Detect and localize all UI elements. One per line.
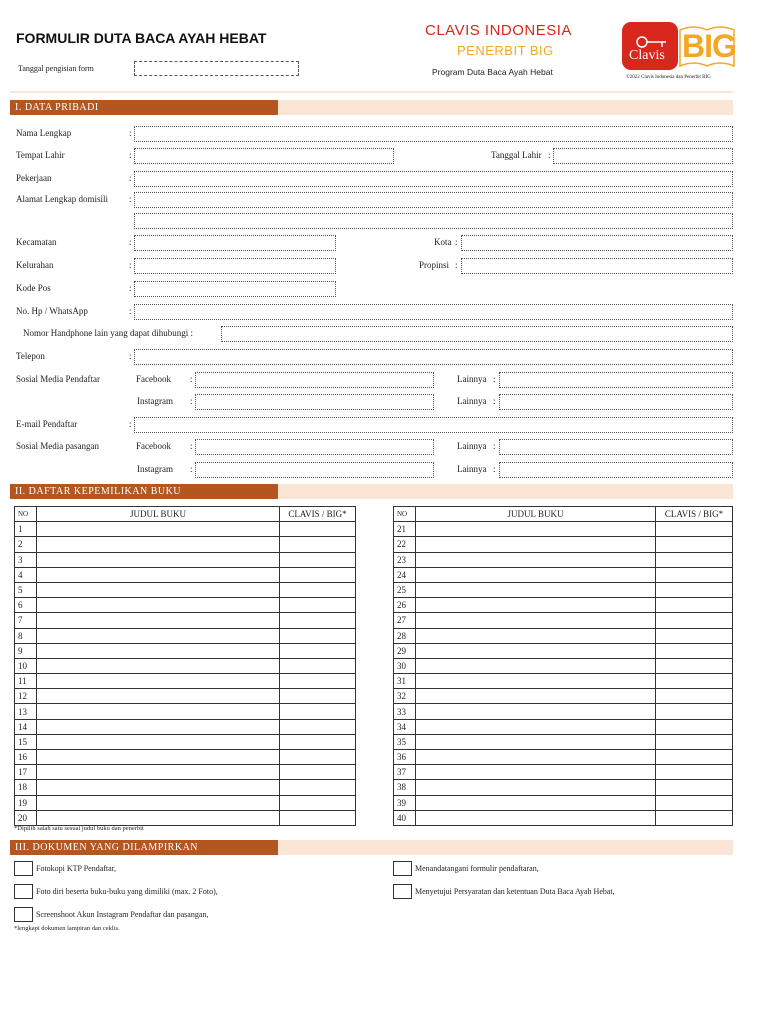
publisher-cell[interactable]: [280, 765, 356, 780]
book-title-cell[interactable]: [37, 704, 280, 719]
row-number: 37: [394, 765, 416, 780]
publisher-cell[interactable]: [280, 810, 356, 825]
row-number: 3: [15, 552, 37, 567]
publisher-cell[interactable]: [656, 795, 733, 810]
table-row: [394, 628, 733, 643]
colon: :: [548, 150, 551, 160]
telephone-field[interactable]: [134, 349, 733, 365]
row-number: 28: [394, 628, 416, 643]
col-no-header: NO: [15, 507, 37, 522]
book-title-cell[interactable]: [37, 734, 280, 749]
book-title-cell[interactable]: [37, 719, 280, 734]
publisher-cell[interactable]: [656, 628, 733, 643]
row-number: 8: [15, 628, 37, 643]
documents-footnote: *lengkapi dokumen lampiran dan ceklis.: [14, 925, 120, 932]
table-row: [15, 537, 356, 552]
table-row: [15, 643, 356, 658]
publisher-cell[interactable]: [280, 567, 356, 582]
colon: :: [129, 260, 132, 270]
publisher-cell[interactable]: [656, 582, 733, 597]
publisher-cell[interactable]: [280, 795, 356, 810]
row-number: 6: [15, 598, 37, 613]
publisher-cell[interactable]: [656, 552, 733, 567]
publisher-cell[interactable]: [280, 582, 356, 597]
publisher-cell[interactable]: [656, 674, 733, 689]
checkbox-screenshot[interactable]: [14, 907, 33, 922]
book-title-cell[interactable]: [416, 765, 656, 780]
birth-date-field[interactable]: [553, 148, 733, 164]
publisher-cell[interactable]: [656, 522, 733, 537]
label-applicant-facebook: Facebook: [136, 374, 171, 384]
publisher-cell[interactable]: [656, 537, 733, 552]
book-title-cell[interactable]: [416, 658, 656, 673]
book-title-cell[interactable]: [37, 674, 280, 689]
row-number: 30: [394, 658, 416, 673]
address-field-1[interactable]: [134, 192, 733, 208]
section-personal-title: I. DATA PRIBADI: [10, 100, 278, 115]
publisher-cell[interactable]: [280, 719, 356, 734]
section-books-title: II. DAFTAR KEPEMILIKAN BUKU: [10, 484, 278, 499]
logo-clavis-text: Clavis: [629, 48, 665, 63]
applicant-others-field-1[interactable]: [499, 372, 733, 388]
book-title-cell[interactable]: [37, 628, 280, 643]
full-name-field[interactable]: [134, 126, 733, 142]
publisher-cell[interactable]: [280, 674, 356, 689]
row-number: 14: [15, 719, 37, 734]
book-title-cell[interactable]: [37, 750, 280, 765]
label-full-name: Nama Lengkap: [16, 128, 72, 138]
col-no-header: NO: [394, 507, 416, 522]
row-number: 35: [394, 734, 416, 749]
publisher-cell[interactable]: [656, 689, 733, 704]
publisher-cell[interactable]: [656, 719, 733, 734]
label-applicant-others-1: Lainnya: [457, 374, 487, 384]
province-field[interactable]: [461, 258, 733, 274]
book-title-cell[interactable]: [416, 643, 656, 658]
fill-date-field[interactable]: [134, 61, 299, 76]
subdistrict-field[interactable]: [134, 258, 336, 274]
publisher-cell[interactable]: [280, 704, 356, 719]
doc-agree-label: Menyetujui Persyaratan dan ketentuan Duta Baca Ayah Hebat,: [415, 887, 615, 896]
book-title-cell[interactable]: [37, 689, 280, 704]
publisher-cell[interactable]: [656, 734, 733, 749]
row-number: 32: [394, 689, 416, 704]
postal-field[interactable]: [134, 281, 336, 297]
book-title-cell[interactable]: [416, 795, 656, 810]
label-partner-instagram: Instagram: [137, 464, 173, 474]
row-number: 7: [15, 613, 37, 628]
big-logo: [676, 22, 738, 70]
label-social-partner: Sosial Media pasangan: [16, 441, 99, 451]
book-title-cell[interactable]: [416, 750, 656, 765]
email-field[interactable]: [134, 417, 733, 433]
book-title-cell[interactable]: [37, 567, 280, 582]
label-subdistrict: Kelurahan: [16, 260, 54, 270]
book-title-cell[interactable]: [37, 780, 280, 795]
fill-date-label: Tanggal pengisian form: [18, 64, 94, 73]
col-publisher-header: CLAVIS / BIG*: [656, 507, 733, 522]
doc-screenshot-label: Screenshoot Akun Instagram Pendaftar dan pasangan,: [36, 910, 209, 919]
checkbox-sign[interactable]: [393, 861, 412, 876]
doc-photo-label: Foto diri beserta buku-buku yang dimiliki (max. 2 Foto),: [36, 887, 218, 896]
table-row: [394, 613, 733, 628]
colon: :: [190, 441, 193, 451]
colon: :: [129, 128, 132, 138]
books-table-right: [393, 506, 733, 826]
row-number: 10: [15, 658, 37, 673]
row-number: 29: [394, 643, 416, 658]
district-field[interactable]: [134, 235, 336, 251]
book-title-cell[interactable]: [416, 674, 656, 689]
city-field[interactable]: [461, 235, 733, 251]
row-number: 21: [394, 522, 416, 537]
table-row: [394, 704, 733, 719]
book-title-cell[interactable]: [416, 734, 656, 749]
colon: :: [129, 283, 132, 293]
label-applicant-others-2: Lainnya: [457, 396, 487, 406]
table-row: [394, 810, 733, 825]
row-number: 1: [15, 522, 37, 537]
colon: :: [129, 237, 132, 247]
publisher-cell[interactable]: [280, 643, 356, 658]
row-number: 2: [15, 537, 37, 552]
table-row: [15, 704, 356, 719]
label-partner-facebook: Facebook: [136, 441, 171, 451]
book-title-cell[interactable]: [416, 522, 656, 537]
label-alt-phone: Nomor Handphone lain yang dapat dihubungi :: [23, 328, 193, 338]
table-row: [394, 567, 733, 582]
colon: :: [129, 419, 132, 429]
book-title-cell[interactable]: [416, 780, 656, 795]
table-header-row: [15, 507, 356, 522]
book-title-cell[interactable]: [416, 582, 656, 597]
row-number: 27: [394, 613, 416, 628]
address-field-2[interactable]: [134, 213, 733, 229]
row-number: 12: [15, 689, 37, 704]
book-title-cell[interactable]: [416, 567, 656, 582]
birth-place-field[interactable]: [134, 148, 394, 164]
book-title-cell[interactable]: [37, 552, 280, 567]
publisher-cell[interactable]: [656, 567, 733, 582]
label-telephone: Telepon: [16, 351, 45, 361]
publisher-cell[interactable]: [280, 552, 356, 567]
publisher-cell[interactable]: [656, 658, 733, 673]
book-title-cell[interactable]: [37, 810, 280, 825]
table-row: [394, 750, 733, 765]
colon: :: [129, 194, 132, 204]
row-number: 25: [394, 582, 416, 597]
label-district: Kecamatan: [16, 237, 57, 247]
section-documents-bar: [10, 840, 733, 855]
row-number: 20: [15, 810, 37, 825]
table-row: [15, 567, 356, 582]
colon: :: [190, 396, 193, 406]
row-number: 22: [394, 537, 416, 552]
brand-main: CLAVIS INDONESIA: [425, 22, 572, 39]
row-number: 15: [15, 734, 37, 749]
partner-instagram-field[interactable]: [195, 462, 434, 478]
label-social-applicant: Sosial Media Pendaftar: [16, 374, 100, 384]
label-partner-others-2: Lainnya: [457, 464, 487, 474]
clavis-logo: [622, 22, 678, 70]
label-job: Pekerjaan: [16, 173, 52, 183]
row-number: 34: [394, 719, 416, 734]
table-row: [394, 643, 733, 658]
publisher-cell[interactable]: [656, 613, 733, 628]
colon: :: [493, 374, 496, 384]
publisher-cell[interactable]: [280, 628, 356, 643]
label-birth-date: Tanggal Lahir: [491, 150, 542, 160]
table-row: [394, 537, 733, 552]
publisher-cell[interactable]: [656, 704, 733, 719]
table-row: [15, 598, 356, 613]
publisher-cell[interactable]: [280, 689, 356, 704]
row-number: 5: [15, 582, 37, 597]
row-number: 16: [15, 750, 37, 765]
colon: :: [190, 374, 193, 384]
colon: :: [493, 464, 496, 474]
book-title-cell[interactable]: [416, 719, 656, 734]
row-number: 33: [394, 704, 416, 719]
book-title-cell[interactable]: [416, 613, 656, 628]
table-row: [15, 780, 356, 795]
col-title-header: JUDUL BUKU: [37, 507, 280, 522]
publisher-cell[interactable]: [280, 613, 356, 628]
book-title-cell[interactable]: [416, 628, 656, 643]
partner-facebook-field[interactable]: [195, 439, 434, 455]
row-number: 24: [394, 567, 416, 582]
book-title-cell[interactable]: [416, 537, 656, 552]
partner-others-field-1[interactable]: [499, 439, 733, 455]
row-number: 26: [394, 598, 416, 613]
table-row: [394, 765, 733, 780]
logo-big-text: BIG: [682, 28, 736, 64]
label-phone-wa: No. Hp / WhatsApp: [16, 306, 88, 316]
label-applicant-instagram: Instagram: [137, 396, 173, 406]
applicant-facebook-field[interactable]: [195, 372, 434, 388]
table-row: [394, 522, 733, 537]
table-row: [15, 750, 356, 765]
row-number: 39: [394, 795, 416, 810]
publisher-cell[interactable]: [656, 643, 733, 658]
publisher-cell[interactable]: [280, 780, 356, 795]
book-title-cell[interactable]: [37, 658, 280, 673]
row-number: 4: [15, 567, 37, 582]
table-row: [394, 689, 733, 704]
publisher-cell[interactable]: [656, 598, 733, 613]
table-row: [15, 765, 356, 780]
applicant-others-field-2[interactable]: [499, 394, 733, 410]
colon: :: [455, 260, 458, 270]
publisher-cell[interactable]: [280, 537, 356, 552]
publisher-cell[interactable]: [280, 522, 356, 537]
label-postal: Kode Pos: [16, 283, 51, 293]
partner-others-field-2[interactable]: [499, 462, 733, 478]
colon: :: [129, 306, 132, 316]
table-row: [15, 552, 356, 567]
doc-ktp-label: Fotokopi KTP Pendaftar,: [36, 864, 117, 873]
table-row: [394, 734, 733, 749]
section-documents-title: III. DOKUMEN YANG DILAMPIRKAN: [10, 840, 278, 855]
row-number: 17: [15, 765, 37, 780]
table-row: [394, 719, 733, 734]
table-row: [394, 658, 733, 673]
label-partner-others-1: Lainnya: [457, 441, 487, 451]
form-title: FORMULIR DUTA BACA AYAH HEBAT: [16, 30, 267, 46]
publisher-cell[interactable]: [280, 750, 356, 765]
row-number: 9: [15, 643, 37, 658]
book-title-cell[interactable]: [416, 689, 656, 704]
table-row: [394, 552, 733, 567]
book-title-cell[interactable]: [37, 598, 280, 613]
label-birth-place: Tempat Lahir: [16, 150, 65, 160]
table-row: [15, 734, 356, 749]
book-title-cell[interactable]: [416, 598, 656, 613]
label-city: Kota: [434, 237, 452, 247]
table-row: [394, 795, 733, 810]
publisher-cell[interactable]: [280, 598, 356, 613]
book-title-cell[interactable]: [37, 522, 280, 537]
copyright: ©2022 Clavis Indonesia dan Penerbit BIG: [626, 75, 711, 80]
table-row: [15, 795, 356, 810]
table-row: [394, 582, 733, 597]
book-title-cell[interactable]: [37, 582, 280, 597]
book-title-cell[interactable]: [416, 810, 656, 825]
table-row: [394, 598, 733, 613]
book-title-cell[interactable]: [37, 537, 280, 552]
label-address: Alamat Lengkap domisili: [16, 194, 108, 204]
colon: :: [455, 237, 458, 247]
label-province: Propinsi: [419, 260, 450, 270]
table-row: [15, 810, 356, 825]
col-publisher-header: CLAVIS / BIG*: [280, 507, 356, 522]
table-row: [394, 674, 733, 689]
publisher-cell[interactable]: [656, 765, 733, 780]
table-row: [15, 582, 356, 597]
books-table-left: [14, 506, 356, 826]
row-number: 13: [15, 704, 37, 719]
row-number: 23: [394, 552, 416, 567]
row-number: 38: [394, 780, 416, 795]
table-row: [15, 522, 356, 537]
phone-wa-field[interactable]: [134, 304, 733, 320]
publisher-cell[interactable]: [656, 810, 733, 825]
table-row: [15, 674, 356, 689]
row-number: 19: [15, 795, 37, 810]
section-books-bar: [10, 484, 733, 499]
brand-sub: PENERBIT BIG: [457, 43, 554, 58]
doc-sign-label: Menandatangani formulir pendaftaran,: [415, 864, 539, 873]
colon: :: [129, 150, 132, 160]
colon: :: [129, 173, 132, 183]
row-number: 36: [394, 750, 416, 765]
row-number: 40: [394, 810, 416, 825]
job-field[interactable]: [134, 171, 733, 187]
alt-phone-field[interactable]: [221, 326, 733, 342]
book-title-cell[interactable]: [416, 552, 656, 567]
book-title-cell[interactable]: [37, 643, 280, 658]
colon: :: [493, 441, 496, 451]
table-row: [15, 628, 356, 643]
table-header-row: [394, 507, 733, 522]
label-email: E-mail Pendaftar: [16, 419, 78, 429]
row-number: 18: [15, 780, 37, 795]
book-title-cell[interactable]: [37, 795, 280, 810]
book-title-cell[interactable]: [37, 613, 280, 628]
books-footnote: *Dipilih salah satu sesuai judul buku dan penerbit: [14, 825, 144, 832]
table-row: [15, 658, 356, 673]
colon: :: [129, 351, 132, 361]
colon: :: [493, 396, 496, 406]
section-personal-bar: [10, 100, 733, 115]
table-row: [15, 613, 356, 628]
header-divider: [10, 91, 733, 93]
publisher-cell[interactable]: [656, 780, 733, 795]
table-row: [15, 719, 356, 734]
book-title-cell[interactable]: [416, 704, 656, 719]
program-name: Program Duta Baca Ayah Hebat: [432, 67, 553, 77]
col-title-header: JUDUL BUKU: [416, 507, 656, 522]
row-number: 11: [15, 674, 37, 689]
row-number: 31: [394, 674, 416, 689]
table-row: [15, 689, 356, 704]
colon: :: [190, 464, 193, 474]
book-title-cell[interactable]: [37, 765, 280, 780]
checkbox-ktp[interactable]: [14, 861, 33, 876]
publisher-cell[interactable]: [280, 734, 356, 749]
publisher-cell[interactable]: [656, 750, 733, 765]
applicant-instagram-field[interactable]: [195, 394, 434, 410]
publisher-cell[interactable]: [280, 658, 356, 673]
table-row: [394, 780, 733, 795]
checkbox-agree[interactable]: [393, 884, 412, 899]
checkbox-photo[interactable]: [14, 884, 33, 899]
